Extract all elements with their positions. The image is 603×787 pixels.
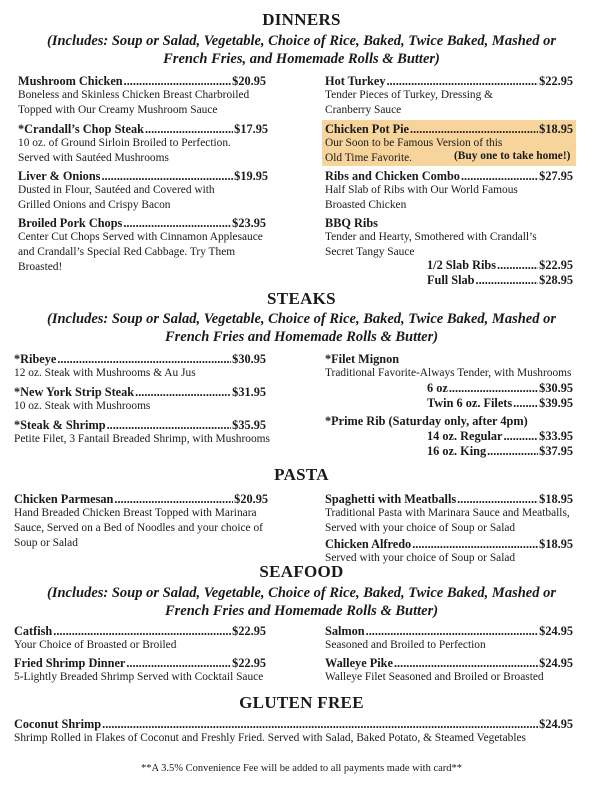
option-half-slab	[427, 258, 573, 273]
seafood-includes-line-1: (Includes: Soup or Salad, Vegetable, Choice of Rice, Baked, Twice Baked, Mashed or	[47, 585, 556, 601]
item-description: Grilled Onions and Crispy Bacon	[18, 199, 171, 211]
item-name: Coconut Shrimp	[14, 717, 102, 731]
item-description: Petite Filet, 3 Fantail Breaded Shrimp, with Mushrooms	[14, 433, 270, 445]
option-price: $28.95	[539, 273, 573, 287]
item-price: $22.95	[232, 656, 266, 670]
item-name: Hot Turkey	[325, 74, 386, 88]
menu-item-fried-shrimp	[14, 656, 266, 671]
item-description: Broasted Chicken	[325, 199, 407, 211]
item-price: $31.95	[232, 385, 266, 399]
item-price: $20.95	[232, 74, 266, 88]
item-description: Shrimp Rolled in Flakes of Coconut and Freshly Fried. Served with Salad, Baked Potato, & Steamed Vegetables	[14, 732, 526, 744]
menu-item-ny-strip	[14, 385, 266, 400]
item-price: $17.95	[234, 122, 268, 136]
option-label: Twin 6 oz. Filets	[427, 396, 513, 410]
menu-item-pork-chops	[18, 216, 266, 231]
item-name: *Crandall’s Chop Steak	[18, 122, 144, 136]
item-description: Topped with Our Creamy Mushroom Sauce	[18, 104, 218, 116]
item-name: BBQ Ribs	[325, 216, 378, 230]
option-14oz-regular	[427, 429, 573, 444]
menu-item-chop-steak	[18, 122, 268, 137]
menu-item-chicken-parmesan	[14, 492, 268, 507]
item-name: *Prime Rib (Saturday only, after 4pm)	[325, 414, 528, 428]
menu-item-walleye-pike	[325, 656, 573, 671]
item-description: Seasoned and Broiled to Perfection	[325, 639, 486, 651]
item-description: 12 oz. Steak with Mushrooms & Au Jus	[14, 367, 196, 379]
option-label: 14 oz. Regular	[427, 429, 503, 443]
item-name: Chicken Parmesan	[14, 492, 114, 506]
item-description: Traditional Pasta with Marinara Sauce and Meatballs,	[325, 507, 570, 519]
item-description: Dusted in Flour, Sautéed and Covered with	[18, 184, 215, 196]
option-6oz	[427, 381, 573, 396]
item-description: Cranberry Sauce	[325, 104, 402, 116]
menu-item-mushroom-chicken	[18, 74, 266, 89]
item-description: and Crandall’s Special Red Cabbage. Try Them	[18, 246, 236, 258]
option-label: Full Slab	[427, 273, 475, 287]
item-name: *New York Strip Steak	[14, 385, 135, 399]
menu-item-catfish	[14, 624, 266, 639]
item-name: *Steak & Shrimp	[14, 418, 106, 432]
item-price: $20.95	[234, 492, 268, 506]
item-price: $23.95	[232, 216, 266, 230]
menu-item-chicken-pot-pie	[325, 122, 573, 137]
item-description: Traditional Favorite-Always Tender, with Mushrooms	[325, 367, 572, 379]
item-name: Ribs and Chicken Combo	[325, 169, 460, 183]
item-description: Hand Breaded Chicken Breast Topped with Marinara	[14, 507, 257, 519]
item-description: Broasted!	[18, 261, 63, 273]
menu-item-hot-turkey	[325, 74, 573, 89]
item-description: Half Slab of Ribs with Our World Famous	[325, 184, 518, 196]
option-price: $37.95	[539, 444, 573, 458]
item-description: Served with Sautéed Mushrooms	[18, 152, 169, 164]
menu-item-spaghetti-meatballs	[325, 492, 573, 507]
item-description: Your Choice of Broasted or Broiled	[14, 639, 177, 651]
item-name: Chicken Alfredo	[325, 537, 412, 551]
option-twin-filets	[427, 396, 573, 411]
dinners-includes-line-2: French Fries, and Homemade Rolls & Butter)	[163, 51, 440, 67]
item-price: $24.95	[539, 656, 573, 670]
menu-item-liver-onions	[18, 169, 268, 184]
steaks-includes-line-1: (Includes: Soup or Salad, Vegetable, Choice of Rice, Baked, Twice Baked, Mashed or	[47, 311, 556, 327]
menu-item-bbq-ribs	[325, 216, 378, 231]
section-title-gluten-free: GLUTEN FREE	[239, 693, 364, 712]
item-price: $22.95	[539, 74, 573, 88]
menu-item-ribeye	[14, 352, 266, 367]
menu-item-coconut-shrimp	[14, 717, 573, 732]
menu-item-filet-mignon	[325, 352, 399, 367]
item-name: Spaghetti with Meatballs	[325, 492, 457, 506]
item-description: Tender and Hearty, Smothered with Crandall’s	[325, 231, 537, 243]
item-description: 10 oz. Steak with Mushrooms	[14, 400, 151, 412]
item-price: $35.95	[232, 418, 266, 432]
item-description: Served with your choice of Soup or Salad	[325, 522, 516, 534]
item-description: Soup or Salad	[14, 537, 78, 549]
item-description: Sauce, Served on a Bed of Noodles and your choice of	[14, 522, 263, 534]
item-name: *Filet Mignon	[325, 352, 400, 366]
option-full-slab	[427, 273, 573, 288]
menu-item-salmon	[325, 624, 573, 639]
item-name: Salmon	[325, 624, 365, 638]
item-price: $24.95	[539, 717, 573, 731]
option-price: $22.95	[539, 258, 573, 272]
item-name: Mushroom Chicken	[18, 74, 123, 88]
item-description: Old Time Favorite.	[325, 152, 413, 164]
section-title-dinners: DINNERS	[262, 10, 341, 29]
item-description: 10 oz. of Ground Sirloin Broiled to Perfection.	[18, 137, 231, 149]
item-description: 5-Lightly Breaded Shrimp Served with Cocktail Sauce	[14, 671, 264, 683]
item-description: Tender Pieces of Turkey, Dressing &	[325, 89, 494, 101]
option-label: 16 oz. King	[427, 444, 487, 458]
item-description: Served with your choice of Soup or Salad	[325, 552, 516, 564]
menu-item-prime-rib	[325, 414, 528, 429]
option-price: $30.95	[539, 381, 573, 395]
menu-item-chicken-alfredo	[325, 537, 573, 552]
item-description: Our Soon to be Famous Version of this	[325, 137, 503, 149]
dinners-includes-line-1: (Includes: Soup or Salad, Vegetable, Choice of Rice, Baked, Twice Baked, Mashed or	[47, 33, 556, 49]
item-name: Chicken Pot Pie	[325, 122, 410, 136]
steaks-includes-line-2: French Fries and Homemade Rolls & Butter)	[164, 329, 439, 345]
option-price: $39.95	[539, 396, 573, 410]
item-name: Catfish	[14, 624, 53, 638]
item-name: Fried Shrimp Dinner	[14, 656, 126, 670]
item-price: $18.95	[539, 122, 573, 136]
item-name: Broiled Pork Chops	[18, 216, 123, 230]
option-label: 6 oz	[427, 381, 448, 395]
item-description: Walleye Filet Seasoned and Broiled or Broasted	[325, 671, 544, 683]
item-name: Walleye Pike	[325, 656, 393, 670]
item-price: $18.95	[539, 537, 573, 551]
menu-item-steak-shrimp	[14, 418, 266, 433]
item-description: Secret Tangy Sauce	[325, 246, 415, 258]
option-16oz-king	[427, 444, 573, 459]
take-home-badge: (Buy one to take home!)	[454, 150, 571, 162]
item-price: $22.95	[232, 624, 266, 638]
item-name: Liver & Onions	[18, 169, 101, 183]
convenience-fee-note: **A 3.5% Convenience Fee will be added to all payments made with card**	[140, 763, 463, 774]
seafood-includes-line-2: French Fries and Homemade Rolls & Butter)	[164, 603, 439, 619]
item-description: Boneless and Skinless Chicken Breast Charbroiled	[18, 89, 250, 101]
item-price: $27.95	[539, 169, 573, 183]
menu-item-ribs-chicken-combo	[325, 169, 573, 184]
item-price: $24.95	[539, 624, 573, 638]
item-name: *Ribeye	[14, 352, 57, 366]
item-price: $30.95	[232, 352, 266, 366]
option-label: 1/2 Slab Ribs	[427, 258, 497, 272]
item-price: $18.95	[539, 492, 573, 506]
section-title-steaks: STEAKS	[267, 289, 336, 308]
section-title-seafood: SEAFOOD	[259, 562, 344, 581]
option-price: $33.95	[539, 429, 573, 443]
item-description: Center Cut Chops Served with Cinnamon Applesauce	[18, 231, 263, 243]
item-price: $19.95	[234, 169, 268, 183]
section-title-pasta: PASTA	[274, 465, 329, 484]
